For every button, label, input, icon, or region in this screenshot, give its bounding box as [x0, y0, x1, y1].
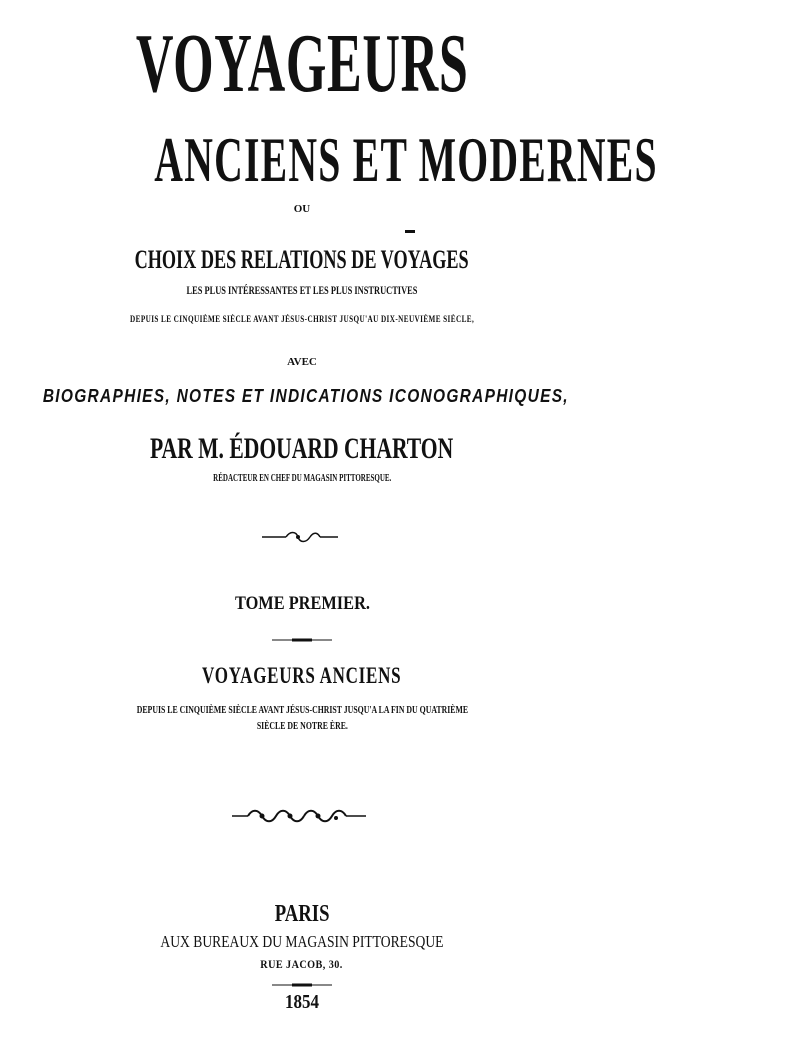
volume-title: VOYAGEURS ANCIENS [202, 663, 402, 688]
author-line: PAR M. ÉDOUARD CHARTON [150, 432, 454, 465]
description-line: LES PLUS INTÉRESSANTES ET LES PLUS INSTRUCTIVES [186, 283, 418, 297]
imprint-city: PARIS [274, 901, 330, 927]
ornament-divider [0, 530, 604, 544]
alternative-title: CHOIX DES RELATIONS DE VOYAGES [134, 245, 470, 274]
small-dash [405, 230, 415, 233]
imprint-publisher: AUX BUREAUX DU MAGASIN PITTORESQUE [160, 932, 444, 951]
volume-period-line-1: DEPUIS LE CINQUIÈME SIÈCLE AVANT JÉSUS-CHRIST JUSQU'A LA FIN DU QUATRIÈME [136, 705, 468, 716]
imprint-year: 1854 [285, 991, 319, 1013]
author-role: RÉDACTEUR EN CHEF DU MAGASIN PITTORESQUE. [212, 473, 392, 484]
period-line: DEPUIS LE CINQUIÈME SIÈCLE AVANT JÉSUS-CHRIST JUSQU'AU DIX-NEUVIÈME SIÈCLE, [129, 314, 475, 324]
ornament-flourish [0, 806, 604, 826]
volume-label: TOME PREMIER. [234, 593, 370, 614]
imprint-address: RUE JACOB, 30. [260, 957, 344, 971]
volume-period-line-2: SIÈCLE DE NOTRE ÈRE. [256, 721, 348, 732]
book-subtitle: ANCIENS ET MODERNES [154, 124, 658, 195]
short-rule [0, 637, 604, 643]
conjunction: OU [293, 203, 311, 215]
avec-line: AVEC [287, 356, 317, 368]
year-rule [0, 982, 604, 988]
book-title: VOYAGEURS [135, 17, 469, 110]
supplements-line: BIOGRAPHIES, NOTES ET INDICATIONS ICONOGRAPHIQUES, [42, 386, 569, 406]
